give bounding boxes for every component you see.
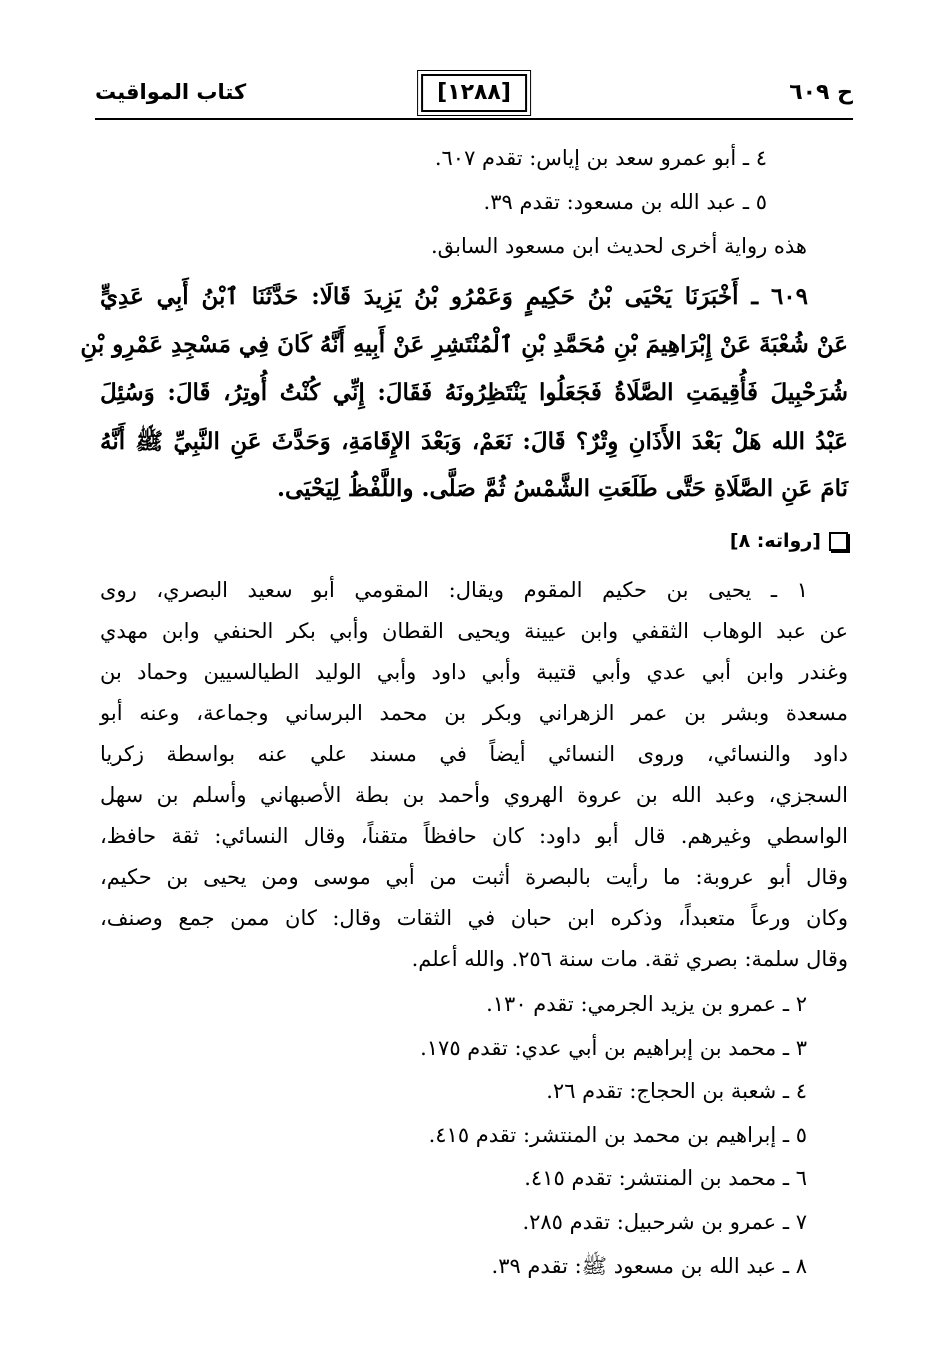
narrator-item: ٨ ـ عبد الله بن مسعود ﷺ: تقدم ٣٩. (491, 1254, 807, 1278)
narrator-item: ٢ ـ عمرو بن يزيد الجرمي: تقدم ١٣٠. (486, 992, 807, 1016)
hadith-line: ٦٠٩ ـ أَخْبَرَنَا يَحْيَى بْنُ حَكِيمٍ وَعَمْرُو بْنُ يَزِيدَ قَالَا: حَدَّثَنَا ٱبْنُ أَبِي عَدِيٍّ (100, 283, 808, 310)
hadith-line: عَنْ شُعْبَةَ عَنْ إِبْرَاهِيمَ بْنِ مُحَمَّدِ بْنِ ٱلْمُنْتَشِرِ عَنْ أَبِيهِ أَنَّهُ كَانَ فِي مَسْجِدِ عَمْرِو بْنِ (80, 331, 848, 358)
bio-line: داود والنسائي، وروى النسائي أيضاً في مسند علي عنه بواسطة زكريا (100, 742, 848, 766)
hadith-reference: ح ٦٠٩ (789, 80, 853, 105)
header-rule (95, 118, 853, 120)
book-title: كتاب المواقيت (95, 80, 247, 104)
bio-line: وقال سلمة: بصري ثقة. مات سنة ٢٥٦. والله أعلم. (411, 947, 848, 971)
narrator-item: ٥ ـ إبراهيم بن محمد بن المنتشر: تقدم ٤١٥. (428, 1123, 807, 1147)
narrator-item: ٧ ـ عمرو بن شرحبيل: تقدم ٢٨٥. (522, 1210, 807, 1234)
bio-line: مسعدة وبشر بن عمر الزهراني وبكر بن محمد البرساني وجماعة، وعنه أبو (100, 701, 848, 725)
page-header (95, 74, 853, 120)
narrator-item: ٦ ـ محمد بن المنتشر: تقدم ٤١٥. (524, 1166, 807, 1190)
hadith-line: شُرَحْبِيلَ فَأُقِيمَتِ الصَّلَاةُ فَجَعَلُوا يَنْتَظِرُونَهُ فَقَالَ: إِنِّي كُنْتُ أُوتِرُ، قَالَ: وَسُئِلَ (100, 379, 848, 406)
narrator-item: ٣ ـ محمد بن إبراهيم بن أبي عدي: تقدم ١٧٥. (420, 1036, 807, 1060)
bio-line: وقال أبو عروبة: ما رأيت بالبصرة أثبت من أبي موسى ومن يحيى بن حكيم، (100, 865, 849, 889)
narrators-heading-text: [رواته: ٨] (729, 530, 821, 552)
bio-line: عن عبد الوهاب الثقفي وابن عيينة ويحيى القطان وأبي بكر الحنفي وابن مهدي (100, 619, 848, 643)
hadith-line: عَبْدُ الله هَلْ بَعْدَ الأَذَانِ وِتْرٌ؟ قَالَ: نَعَمْ، وَبَعْدَ الإِقَامَةِ، وَحَدَّثَ عَنِ النَّبِيِّ ﷺ أَنَّهُ (100, 428, 848, 455)
prev-narrator-line: ٥ ـ عبد الله بن مسعود: تقدم ٣٩. (483, 190, 767, 214)
narrator-item: ٤ ـ شعبة بن الحجاج: تقدم ٢٦. (546, 1079, 807, 1103)
bio-line: وكان ورعاً متعبداً، وذكره ابن حبان في الثقات وقال: كان ممن جمع وصنف، (100, 906, 848, 930)
bio-line: ١ ـ يحيى بن حكيم المقوم ويقال: المقومي أبو سعيد البصري، روى (100, 578, 808, 602)
hadith-line: نَامَ عَنِ الصَّلَاةِ حَتَّى طَلَعَتِ الشَّمْسُ ثُمَّ صَلَّى. واللَّفْظُ لِيَحْيَى. (276, 475, 848, 502)
prev-narrator-line: ٤ ـ أبو عمرو سعد بن إياس: تقدم ٦٠٧. (434, 146, 767, 170)
narrators-heading (730, 530, 848, 552)
square-bullet-icon (829, 532, 848, 551)
page-number: [١٢٨٨] (421, 74, 527, 112)
bio-line: وغندر وابن أبي عدي وأبي قتيبة وأبي داود وأبي الوليد الطيالسيين وحماد بن (100, 660, 848, 684)
bio-line: السجزي، وعبد الله بن عروة الهروي وأحمد بن بطة الأصبهاني وأسلم بن سهل (100, 783, 848, 807)
bio-line: الواسطي وغيرهم. قال أبو داود: كان حافظاً متقناً، وقال النسائي: ثقة حافظ، (100, 824, 848, 848)
intro-note: هذه رواية أخرى لحديث ابن مسعود السابق. (430, 234, 807, 258)
